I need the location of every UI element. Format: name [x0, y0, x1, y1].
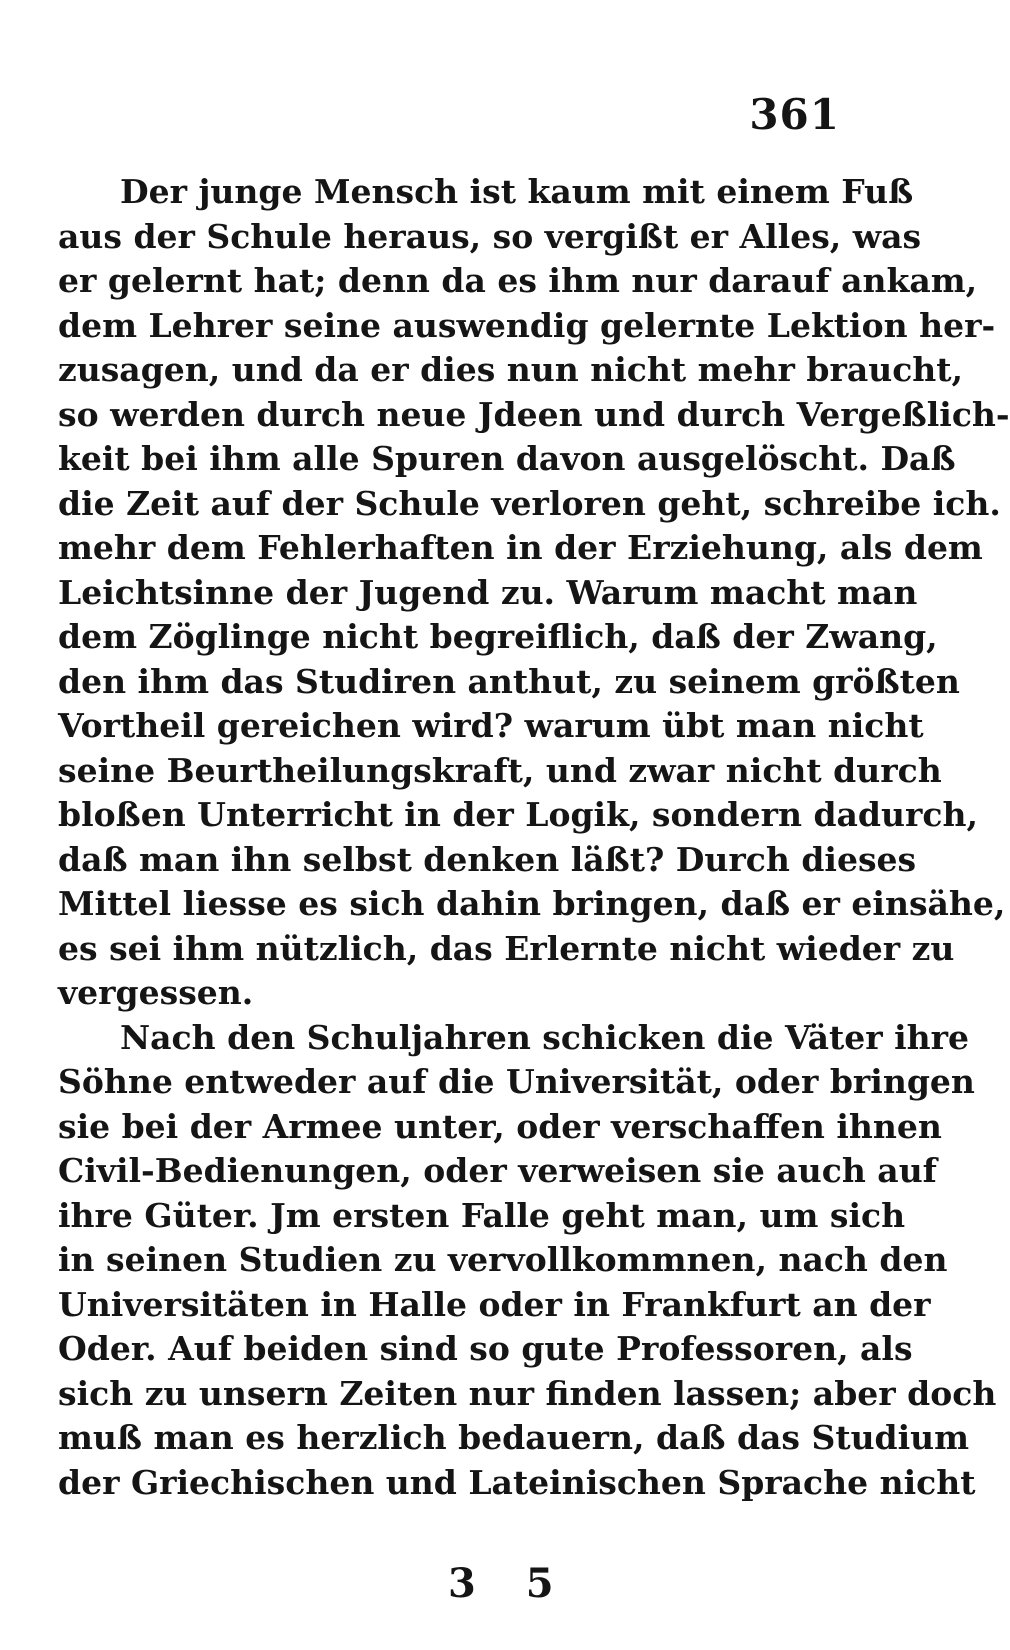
text-line: Leichtsinne der Jugend zu. Warum macht man [58, 572, 918, 612]
text-line: zusagen, und da er dies nun nicht mehr braucht, [58, 350, 964, 389]
text-line: sie bei der Armee unter, oder verschaffen ihnen [58, 1106, 942, 1146]
text-line: sich zu unsern Zeiten nur finden lassen; aber doch [58, 1373, 997, 1413]
text-line: so werden durch neue Jdeen und durch Vergeßlich- [58, 394, 1010, 434]
text-line: keit bei ihm alle Spuren davon ausgelöscht. Daß [58, 439, 956, 478]
text-line: in seinen Studien zu vervollkommnen, nach den [58, 1240, 948, 1279]
text-line: den ihm das Studiren anthut, zu seinem größten [58, 661, 960, 701]
text-line: die Zeit auf der Schule verloren geht, schreibe ich. [58, 483, 1001, 523]
text-line: seine Beurtheilungskraft, und zwar nicht durch [58, 750, 942, 790]
text-line: Vortheil gereichen wird? warum übt man nicht [58, 706, 924, 745]
text-line: dem Lehrer seine auswendig gelernte Lektion her- [58, 305, 996, 345]
text-line: mehr dem Fehlerhaften in der Erziehung, als dem [58, 528, 983, 567]
text-line: aus der Schule heraus, so vergißt er Alles, was [58, 216, 922, 256]
text-line: der Griechischen und Lateinischen Sprache nicht [58, 1462, 976, 1502]
text-line: bloßen Unterricht in der Logik, sondern dadurch, [58, 795, 978, 834]
text-line: dem Zöglinge nicht begreiflich, daß der Zwang, [58, 617, 938, 656]
text-line: Nach den Schuljahren schicken die Väter ihre [120, 1017, 970, 1057]
signature-mark: 3 5 [448, 1560, 572, 1607]
text-line: muß man es herzlich bedauern, daß das Studium [58, 1418, 970, 1457]
text-line: ihre Güter. Jm ersten Falle geht man, um sich [58, 1195, 906, 1235]
body-text [58, 170, 1010, 1505]
text-line: Universitäten in Halle oder in Frankfurt an der [58, 1284, 931, 1324]
page-number: 361 [749, 90, 840, 139]
text-line: Mittel liesse es sich dahin bringen, daß er einsähe, [58, 884, 1006, 923]
text-line: Oder. Auf beiden sind so gute Professoren, als [58, 1329, 913, 1368]
text-line: er gelernt hat; denn da es ihm nur darauf ankam, [58, 261, 978, 300]
text-line: Civil-Bedienungen, oder verweisen sie auch auf [58, 1151, 937, 1190]
text-line: vergessen. [58, 973, 254, 1012]
text-line: es sei ihm nützlich, das Erlernte nicht wieder zu [58, 928, 955, 968]
text-line: daß man ihn selbst denken läßt? Durch dieses [58, 839, 917, 879]
text-line: Der junge Mensch ist kaum mit einem Fuß [120, 172, 914, 211]
text-line: Söhne entweder auf die Universität, oder bringen [58, 1062, 975, 1101]
